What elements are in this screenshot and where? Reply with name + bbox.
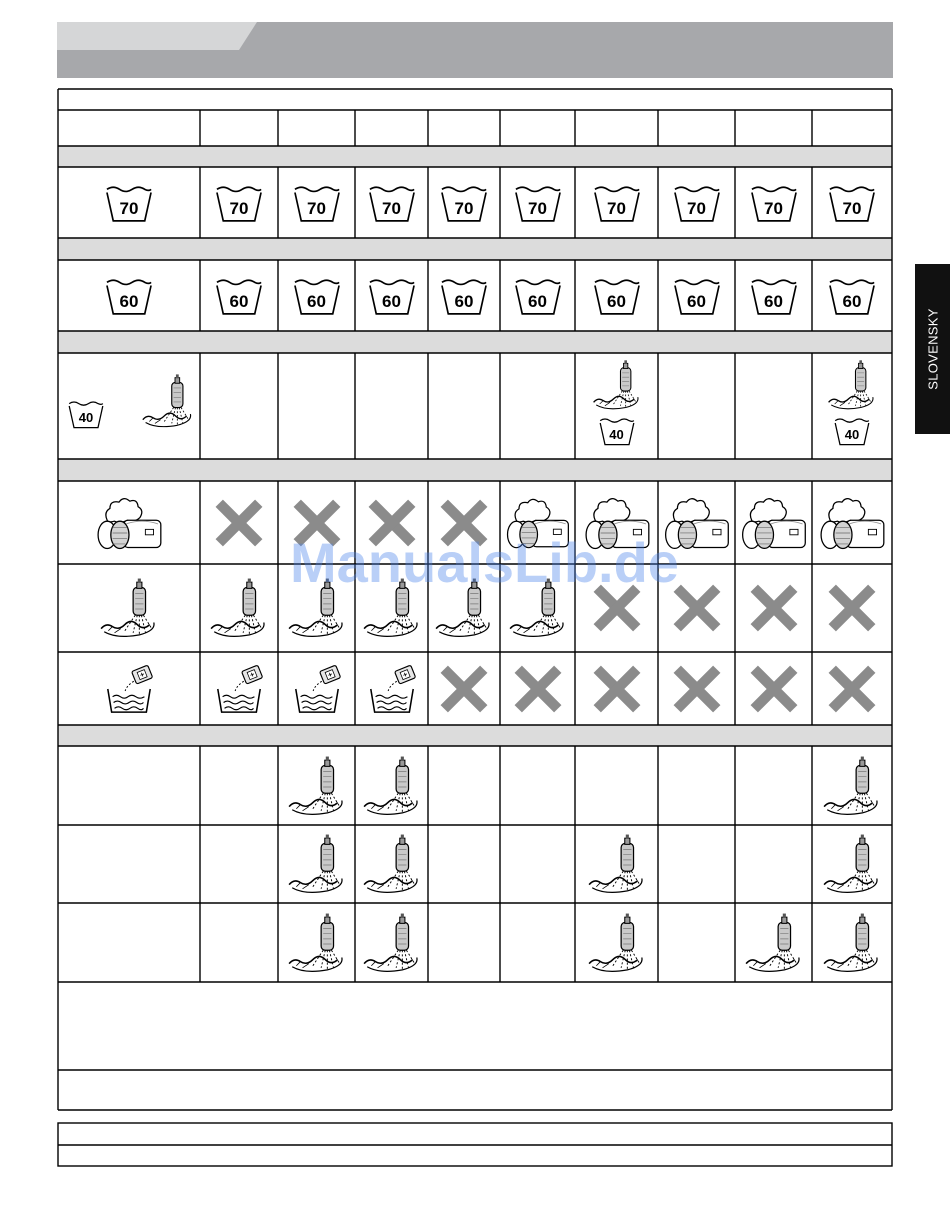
cross-mark-icon — [366, 497, 418, 549]
cross-mark-icon — [748, 663, 800, 715]
rinse-spray-icon — [433, 577, 495, 639]
wash-temperature-label: 70 — [687, 198, 706, 218]
wash-temperature-label: 40 — [78, 410, 94, 426]
cross-mark-icon — [438, 497, 490, 549]
wash-temperature-label: 60 — [307, 291, 326, 311]
wash-temperature-label: 40 — [609, 427, 624, 443]
wash-temperature-label: 70 — [229, 198, 249, 218]
cross-mark-icon — [591, 663, 643, 715]
cross-mark-icon — [512, 663, 564, 715]
wash-tub-icon — [437, 275, 491, 317]
wash-temperature-label: 70 — [119, 198, 139, 218]
wash-temperature-label: 60 — [229, 291, 249, 311]
wash-temperature-label: 60 — [687, 291, 706, 311]
cross-mark-icon — [213, 497, 265, 549]
rinse-spray-icon — [821, 833, 883, 895]
wash-tub-icon — [670, 182, 724, 224]
soak-basin-icon — [212, 662, 266, 716]
wash-tub-icon — [670, 275, 724, 317]
wash-tub-icon — [511, 275, 565, 317]
wash-temperature-label: 70 — [764, 198, 783, 218]
tumble-dryer-icon — [817, 493, 887, 553]
rinse-spray-icon — [361, 755, 423, 817]
wash-tub-icon — [365, 275, 419, 317]
soak-basin-icon — [365, 662, 419, 716]
rinse-spray-icon — [140, 373, 196, 429]
wash-tub-icon — [597, 415, 637, 447]
section-band — [58, 146, 892, 167]
wash-tub-icon — [102, 275, 156, 317]
wash-tub-icon — [590, 275, 644, 317]
wash-temperature-label: 60 — [528, 291, 547, 311]
cross-mark-icon — [591, 582, 643, 634]
wash-tub-icon — [590, 182, 644, 224]
wash-tub-icon — [212, 275, 266, 317]
rinse-spray-icon — [507, 577, 569, 639]
rinse-spray-icon — [743, 912, 805, 974]
cross-mark-icon — [826, 582, 878, 634]
wash-tub-icon — [102, 182, 156, 224]
wash-temperature-label: 60 — [607, 291, 626, 311]
section-band — [58, 238, 892, 260]
wash-tub-icon — [290, 182, 344, 224]
tumble-dryer-icon — [94, 493, 164, 553]
tumble-dryer-icon — [504, 493, 571, 553]
wash-temperature-label: 60 — [119, 291, 139, 311]
rinse-spray-icon — [286, 755, 348, 817]
wash-temperature-label: 60 — [842, 291, 862, 311]
rinse-spray-icon — [361, 833, 423, 895]
cross-mark-icon — [671, 582, 723, 634]
wash-temperature-label: 70 — [528, 198, 547, 218]
section-band — [58, 331, 892, 353]
wash-temperature-label: 70 — [607, 198, 626, 218]
rinse-spray-icon — [826, 359, 878, 411]
wash-tub-icon — [365, 182, 419, 224]
rinse-spray-icon — [586, 833, 648, 895]
tumble-dryer-icon — [582, 493, 652, 553]
watermark: ManualsLib.de — [290, 531, 679, 594]
wash-temperature-label: 40 — [844, 427, 860, 443]
rinse-spray-icon — [286, 912, 348, 974]
wash-tub-icon — [832, 415, 872, 447]
wash-tub-icon — [747, 275, 801, 317]
cross-mark-icon — [748, 582, 800, 634]
language-tab-label: SLOVENSKY — [925, 308, 940, 390]
rinse-spray-icon — [361, 912, 423, 974]
tumble-dryer-icon — [662, 493, 731, 553]
wash-temperature-label: 60 — [764, 291, 783, 311]
wash-tub-icon — [747, 182, 801, 224]
cross-mark-icon — [438, 663, 490, 715]
soak-basin-icon — [290, 662, 344, 716]
section-band — [58, 725, 892, 746]
footer-box — [58, 1123, 892, 1166]
rinse-spray-icon — [286, 577, 348, 639]
rinse-spray-icon — [821, 912, 883, 974]
tumble-dryer-icon — [739, 493, 808, 553]
wash-temperature-label: 60 — [382, 291, 401, 311]
cross-mark-icon — [671, 663, 723, 715]
wash-temperature-label: 70 — [842, 198, 862, 218]
wash-tub-icon — [212, 182, 266, 224]
cross-mark-icon — [291, 497, 343, 549]
wash-tub-icon — [825, 275, 879, 317]
wash-temperature-label: 60 — [454, 291, 474, 311]
cross-mark-icon — [826, 663, 878, 715]
rinse-spray-icon — [361, 577, 423, 639]
rinse-spray-icon — [208, 577, 270, 639]
rinse-spray-icon — [591, 359, 643, 411]
wash-tub-icon — [437, 182, 491, 224]
soak-basin-icon — [102, 662, 156, 716]
rinse-spray-icon — [286, 833, 348, 895]
wash-temperature-label: 70 — [454, 198, 474, 218]
wash-temperature-label: 70 — [382, 198, 401, 218]
section-band — [58, 459, 892, 481]
rinse-spray-icon — [586, 912, 648, 974]
wash-tub-icon — [290, 275, 344, 317]
rinse-spray-icon — [821, 755, 883, 817]
rinse-spray-icon — [98, 577, 160, 639]
wash-tub-icon — [66, 398, 106, 430]
wash-temperature-label: 70 — [307, 198, 326, 218]
wash-tub-icon — [825, 182, 879, 224]
wash-tub-icon — [511, 182, 565, 224]
